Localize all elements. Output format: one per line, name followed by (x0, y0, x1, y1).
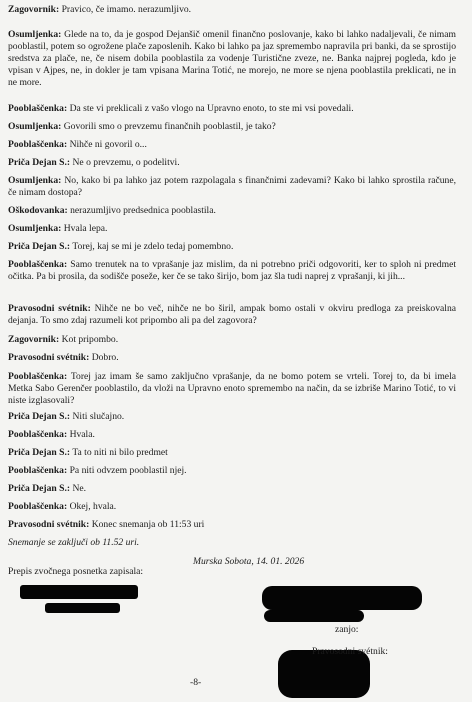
speaker: Pooblaščenka: (8, 429, 68, 440)
utterance: Niti slučajno. (72, 411, 125, 422)
entry-21 (8, 501, 456, 513)
redaction-block (278, 650, 370, 698)
entry-9 (8, 223, 456, 235)
entry-8 (8, 205, 456, 217)
entry-15 (8, 371, 456, 407)
utterance: Nihče ne bo več, nihče ne bo širil, ampak bomo ostali v okviru predloga za preiskovalna dejanja. To smo zdaj razumeli kot pripombo ali pa del zagovora? (8, 303, 456, 326)
entry-17 (8, 429, 456, 441)
redaction-block (20, 585, 138, 599)
entry-5 (8, 139, 456, 151)
speaker: Pooblaščenka: (8, 139, 68, 150)
entry-10 (8, 241, 456, 253)
utterance: Govorili smo o prevzemu finančnih pooblastil, je tako? (63, 121, 276, 132)
speaker: Zagovornik: (8, 4, 60, 15)
speaker: Pooblaščenka: (8, 501, 68, 512)
entry-6 (8, 157, 456, 169)
redaction-block (45, 603, 120, 613)
speaker: Osumljenka: (8, 121, 62, 132)
closing-note: Snemanje se zaključi ob 11.52 uri. (8, 537, 140, 548)
utterance: Ne o prevzemu, o podelitvi. (72, 157, 180, 168)
entry-20 (8, 483, 456, 495)
speaker: Pooblaščenka: (8, 371, 68, 382)
speaker: Priča Dejan S.: (8, 157, 71, 168)
redaction-block (264, 610, 364, 622)
utterance: Da ste vi preklicali z vašo vlogo na Upravno enoto, to ste mi vsi povedali. (69, 103, 354, 114)
speaker: Priča Dejan S.: (8, 447, 71, 458)
utterance: Torej jaz imam še samo zaključno vprašanje, da ne bomo potem se vrteli. Torej to, da bi imela Metka Sabo Gerenčer pooblastilo, da vloži na Upravno enoto spremembo na način, da se izbriše Marino Totić, to vi niste izglasovali? (8, 371, 456, 406)
speaker: Oškodovanka: (8, 205, 68, 216)
utterance: Glede na to, da je gospod Dejanšič omenil finančno poslovanje, kako bi lahko nadaljevali, če nimam pooblastil, potem so ogrožene plače zaposlenih. Kako bi lahko pa jaz spremembo napravila pri banki, da se sprostijo sredstva za plače, ne, če nisem dobila pooblastila za vodenje Turistične zveze, ne. Banka najprej pogleda, kdo je vpisan v Ajpes, ne, in dokler je tam vpisana Marina Totić, ne morejo, ne more se njena pooblastila preklicati, ne in ne more. (8, 29, 456, 88)
speaker: Osumljenka: (8, 175, 62, 186)
utterance: Nihče ni govoril o... (69, 139, 147, 150)
entry-1 (8, 4, 456, 16)
entry-13 (8, 334, 456, 346)
speaker: Osumljenka: (8, 223, 62, 234)
entry-19 (8, 465, 456, 477)
utterance: Konec snemanja ob 11:53 uri (91, 519, 205, 530)
speaker: Zagovornik: (8, 334, 60, 345)
page-number: -8- (190, 677, 202, 688)
speaker: Pravosodni svétnik: (8, 352, 90, 363)
entry-12 (8, 303, 456, 327)
entry-18 (8, 447, 456, 459)
entry-11 (8, 259, 456, 283)
utterance: Hvala lepa. (63, 223, 108, 234)
redaction-block (262, 586, 422, 610)
utterance: Torej, kaj se mi je zdelo tedaj pomembno. (72, 241, 234, 252)
utterance: Samo trenutek na to vprašanje jaz mislim, da ni potrebno priči odgovoriti, ker to sploh ni predmet očitka. Pa bi prosila, da sodišče poseže, ker če se tako širijo, bom jaz šla tudi naprej z vprašanji, ki jih... (8, 259, 456, 282)
utterance: Ne. (72, 483, 87, 494)
utterance: No, kako bi pa lahko jaz potem razpolagala s finančnimi zadevami? Kako bi lahko sprostila račune, če nimam dostopa? (8, 175, 456, 198)
speaker: Osumljenka: (8, 29, 62, 40)
utterance: Pa niti odvzem pooblastil njej. (69, 465, 187, 476)
entry-4 (8, 121, 456, 133)
entry-2 (8, 29, 456, 89)
speaker: Pooblaščenka: (8, 103, 68, 114)
entry-3 (8, 103, 456, 115)
speaker: Pooblaščenka: (8, 465, 68, 476)
utterance: Pravico, če imamo. nerazumljivo. (61, 4, 192, 15)
speaker: Pooblaščenka: (8, 259, 68, 270)
speaker: Pravosodni svétnik: (8, 303, 91, 314)
speaker: Pravosodni svétnik: (8, 519, 90, 530)
entry-7 (8, 175, 456, 199)
place-date: Murska Sobota, 14. 01. 2026 (193, 556, 305, 567)
utterance: Hvala. (69, 429, 95, 440)
recorder-label: Prepis zvočnega posnetka zapisala: (8, 566, 144, 577)
judge-signature-label: Pravosodni svétnik: (312, 646, 388, 657)
entry-22 (8, 519, 456, 531)
speaker: Priča Dejan S.: (8, 241, 71, 252)
utterance: Kot pripombo. (61, 334, 119, 345)
entry-14 (8, 352, 456, 364)
utterance: Dobro. (91, 352, 119, 363)
utterance: nerazumljivo predsednica pooblastila. (70, 205, 216, 216)
speaker: Priča Dejan S.: (8, 411, 71, 422)
utterance: Ta to niti ni bilo predmet (72, 447, 168, 458)
entry-16 (8, 411, 456, 423)
zanjo-label: zanjo: (335, 624, 359, 635)
speaker: Priča Dejan S.: (8, 483, 71, 494)
utterance: Okej, hvala. (69, 501, 117, 512)
